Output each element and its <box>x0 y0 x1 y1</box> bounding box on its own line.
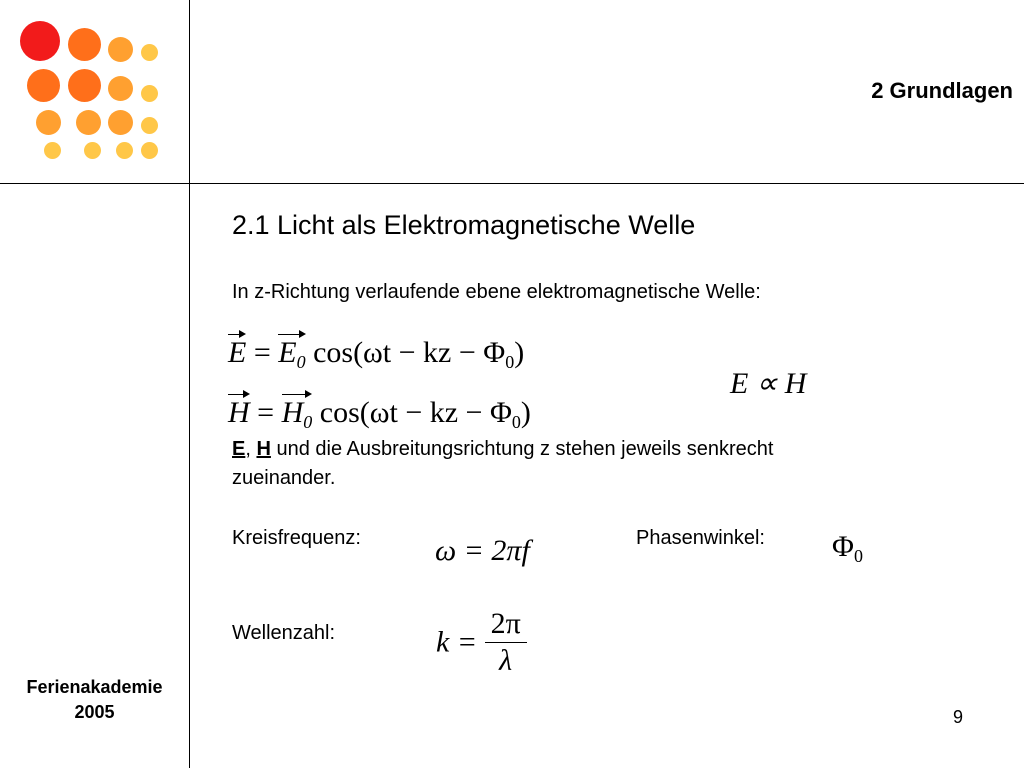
phasenwinkel-formula <box>832 530 863 567</box>
logo-dots <box>0 0 189 183</box>
logo-dot <box>27 69 60 102</box>
logo-dot <box>141 85 158 102</box>
vector-e: E <box>228 336 247 369</box>
logo-dot <box>141 117 158 134</box>
logo-dot <box>68 28 101 61</box>
perpendicular-sentence-end: zueinander. <box>232 467 336 489</box>
phi-subscript: 0 <box>505 352 515 372</box>
section-title: 2 Grundlagen <box>871 78 1013 103</box>
proportionality-formula: E ∝ H <box>730 367 807 400</box>
wellenzahl-lhs: k = <box>436 625 478 659</box>
logo-dot <box>36 110 61 135</box>
phi-symbol: Φ <box>832 530 854 563</box>
separator: , <box>245 438 251 460</box>
vector-h: H <box>228 396 250 429</box>
closing-paren: ) <box>520 396 531 429</box>
wellenzahl-label: Wellenzahl: <box>232 622 336 644</box>
wellenzahl-fraction <box>485 606 527 679</box>
subscript: 0 <box>296 352 306 372</box>
equals-sign: = <box>257 396 282 429</box>
logo-dot <box>84 142 101 159</box>
slide-heading: 2.1 Licht als Elektromagnetische Welle <box>232 210 696 240</box>
cos-expression: cos(ωt − kz − Φ <box>313 336 506 369</box>
logo-dot <box>141 142 158 159</box>
perpendicular-text <box>232 435 952 493</box>
logo-dot <box>108 37 133 62</box>
logo-dot <box>20 21 60 61</box>
subscript: 0 <box>303 412 313 432</box>
logo-dot <box>108 110 133 135</box>
closing-paren: ) <box>514 336 525 369</box>
phi-subscript: 0 <box>853 546 863 566</box>
footer-org-name: Ferienakademie <box>26 677 163 697</box>
perpendicular-sentence: und die Ausbreitungsrichtung z stehen jeweils senkrecht <box>276 438 774 460</box>
logo-dot <box>108 76 133 101</box>
intro-text: In z-Richtung verlaufende ebene elektromagnetische Welle: <box>232 281 761 303</box>
footer-org <box>0 675 189 725</box>
phasenwinkel-label: Phasenwinkel: <box>636 527 765 549</box>
vertical-divider <box>189 0 190 768</box>
label-h: H <box>256 438 271 460</box>
amplitude-h: H <box>281 396 304 429</box>
logo-dot <box>116 142 133 159</box>
vector-h0 <box>282 396 313 433</box>
horizontal-divider <box>0 183 1024 184</box>
logo-dot <box>44 142 61 159</box>
footer-year: 2005 <box>74 702 115 722</box>
fraction-denominator: λ <box>499 644 513 677</box>
kreisfrequenz-formula: ω = 2πf <box>435 534 530 567</box>
vector-e0 <box>278 336 305 373</box>
page-number: 9 <box>952 707 963 727</box>
kreisfrequenz-label: Kreisfrequenz: <box>232 527 361 549</box>
phi-subscript: 0 <box>511 412 521 432</box>
cos-expression: cos(ωt − kz − Φ <box>319 396 512 429</box>
label-e: E <box>232 438 246 460</box>
wave-equation-e <box>228 336 524 373</box>
logo-dot <box>76 110 101 135</box>
wellenzahl-formula <box>436 606 527 679</box>
amplitude-e: E <box>278 336 297 369</box>
logo-dot <box>68 69 101 102</box>
wave-equation-h <box>228 396 531 433</box>
logo-dot <box>141 44 158 61</box>
fraction-numerator: 2π <box>485 606 527 643</box>
equals-sign: = <box>253 336 279 369</box>
